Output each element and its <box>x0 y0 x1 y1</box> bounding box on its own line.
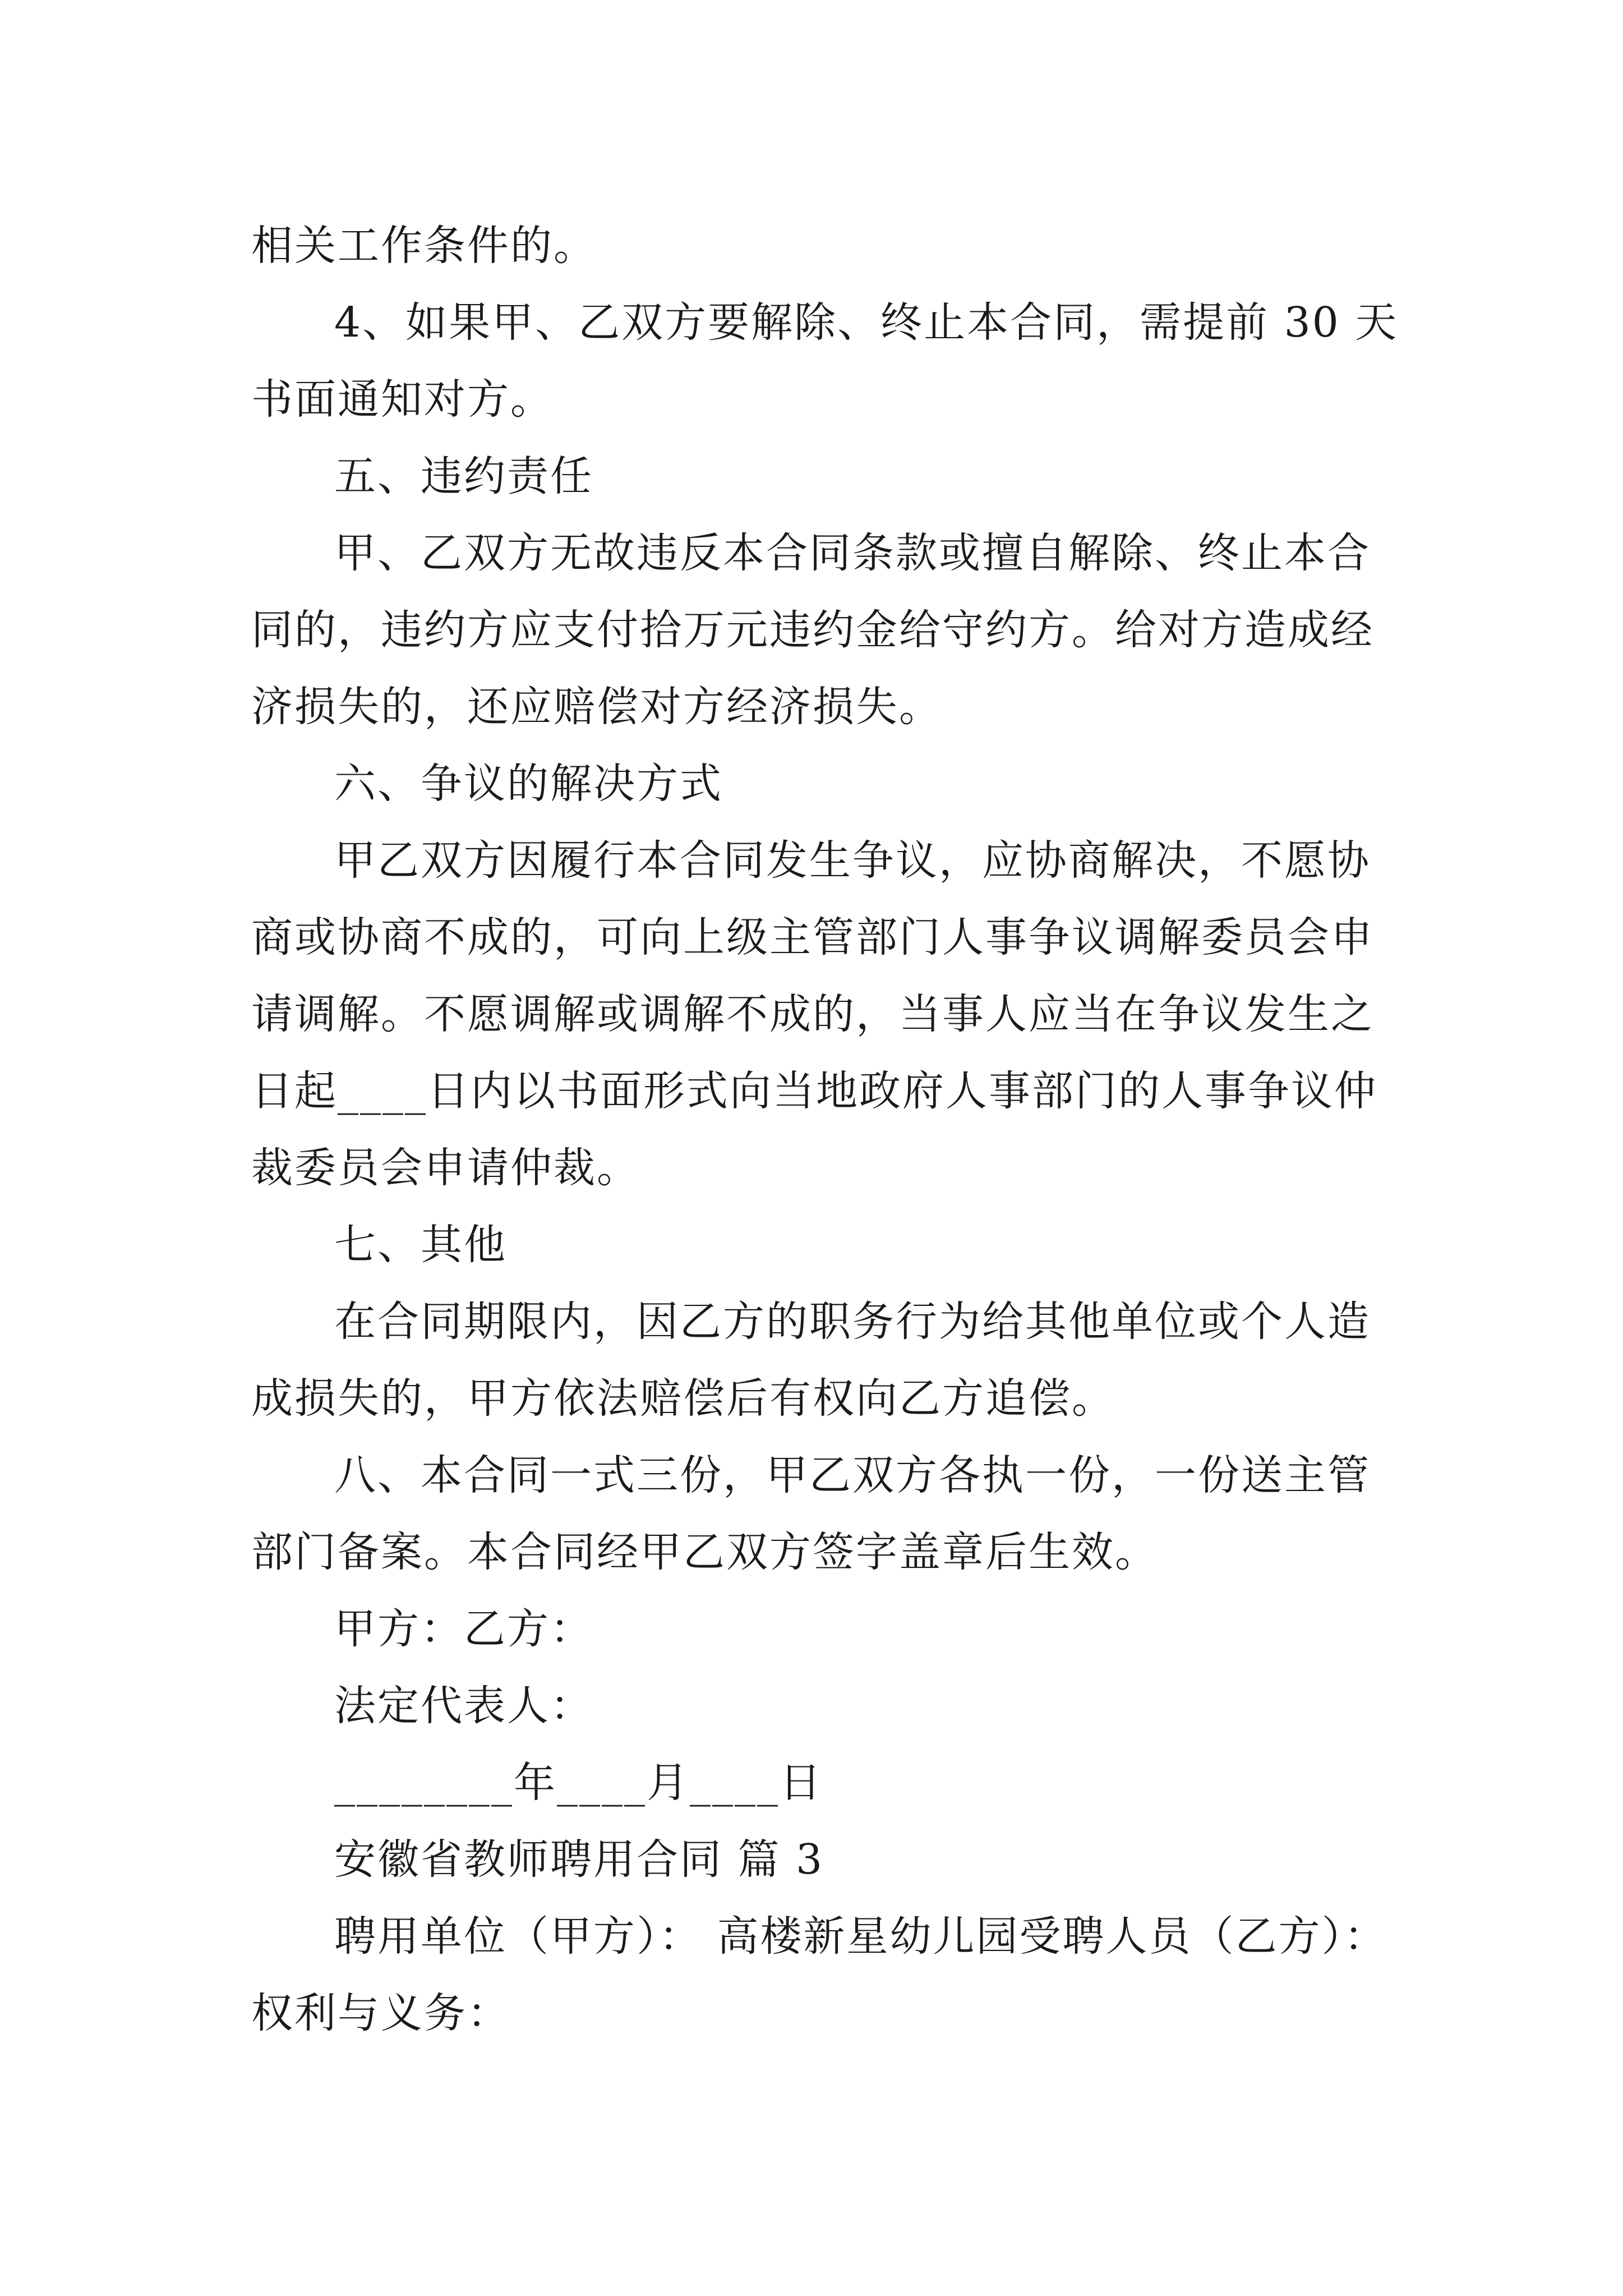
text-line: 部门备案。本合同经甲乙双方签字盖章后生效。 <box>251 1528 1158 1576</box>
rights-duties-heading: 权利与义务： <box>251 1989 510 2037</box>
text-line: 济损失的，还应赔偿对方经济损失。 <box>251 683 942 731</box>
clause-4-line: 4、如果甲、乙双方要解除、终止本合同，需提前 30 天 <box>334 298 1399 347</box>
section-heading-dispute: 六、争议的解决方式 <box>334 760 723 808</box>
text-line: 相关工作条件的。 <box>251 222 597 270</box>
contract-title: 安徽省教师聘用合同 篇 3 <box>334 1835 824 1884</box>
legal-representative: 法定代表人： <box>334 1682 593 1730</box>
text-line: 请调解。不愿调解或调解不成的，当事人应当在争议发生之 <box>251 990 1374 1038</box>
text-line: 同的，违约方应支付拾万元违约金给守约方。给对方造成经 <box>251 606 1374 654</box>
text-line: 商或协商不成的，可向上级主管部门人事争议调解委员会申 <box>251 913 1374 961</box>
text-line: 书面通知对方。 <box>251 375 554 424</box>
clause-8-line: 八、本合同一式三份，甲乙双方各执一份，一份送主管 <box>334 1451 1371 1499</box>
text-line: 裁委员会申请仲裁。 <box>251 1144 640 1192</box>
text-line: 日起____日内以书面形式向当地政府人事部门的人事争议仲 <box>251 1067 1377 1115</box>
text-line: 成损失的，甲方依法赔偿后有权向乙方追偿。 <box>251 1374 1115 1423</box>
employer-line: 聘用单位（甲方）： 高楼新星幼儿园受聘人员（乙方）： <box>334 1912 1387 1961</box>
signature-parties: 甲方：乙方： <box>334 1605 593 1653</box>
section-heading-other: 七、其他 <box>334 1221 507 1269</box>
text-line: 在合同期限内，因乙方的职务行为给其他单位或个人造 <box>334 1297 1371 1346</box>
text-line: 甲、乙双方无故违反本合同条款或擅自解除、终止本合 <box>334 529 1371 577</box>
document-page <box>251 0 1399 2296</box>
section-heading-liability: 五、违约责任 <box>334 452 593 500</box>
date-line: ________年____月____日 <box>334 1759 823 1807</box>
text-line: 甲乙双方因履行本合同发生争议，应协商解决，不愿协 <box>334 836 1371 885</box>
